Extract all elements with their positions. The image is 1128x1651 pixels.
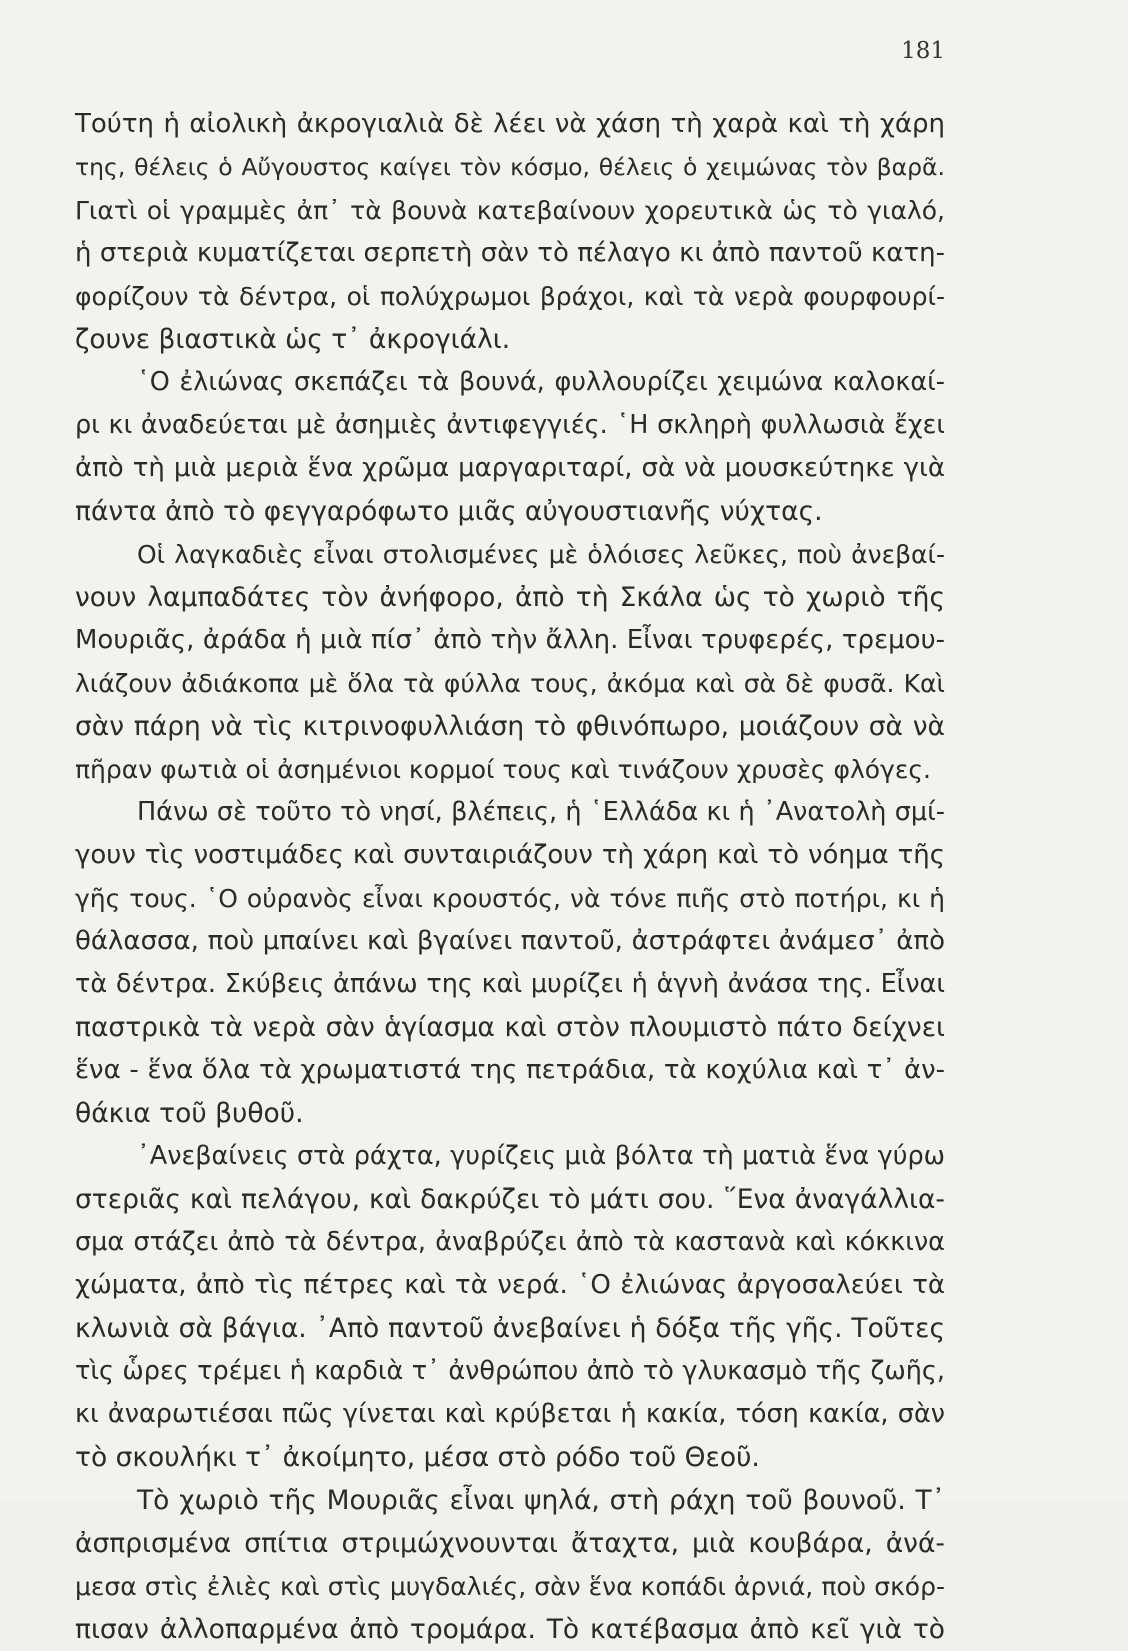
text-line: φορίζουν τὰ δέντρα, οἱ πολύχρωμοι βράχοι, καὶ τὰ νερὰ φουρφουρί-: [75, 282, 945, 311]
text-line: στεριᾶς καὶ πελάγου, καὶ δακρύζει τὸ μάτι σου. ῞Ενα ἀναγάλλια-: [75, 1184, 945, 1215]
text-line: γῆς τους. ῾Ο οὐρανὸς εἶναι κρουστός, νὰ τόνε πιῆς στὸ ποτήρι, κι ἡ: [75, 884, 945, 913]
text-line: Τούτη ἡ αἰολικὴ ἀκρογιαλιὰ δὲ λέει νὰ χάση τὴ χαρὰ καὶ τὴ χάρη: [75, 109, 945, 139]
text-line: ἀπὸ τὴ μιὰ μεριὰ ἕνα χρῶμα μαργαριταρί, σὰ νὰ μουσκεύτηκε γιὰ: [75, 453, 945, 483]
body-text: [75, 103, 945, 1651]
text-line: ῾Ο ἐλιώνας σκεπάζει τὰ βουνά, φυλλουρίζει χειμώνα καλοκαί-: [137, 367, 945, 397]
text-line: Γιατὶ οἱ γραμμὲς ἀπ᾿ τὰ βουνὰ κατεβαίνουν χορευτικὰ ὡς τὸ γιαλό,: [75, 196, 945, 225]
text-line: χώματα, ἀπὸ τὶς πέτρες καὶ τὰ νερά. ῾Ο ἐλιώνας ἀργοσαλεύει τὰ: [75, 1270, 945, 1300]
text-line: ἕνα - ἕνα ὅλα τὰ χρωματιστά της πετράδια, τὰ κοχύλια καὶ τ᾿ ἀν-: [75, 1055, 945, 1085]
text-line: μεσα στὶς ἐλιὲς καὶ στὶς μυγδαλιές, σὰν ἕνα κοπάδι ἀρνιά, ποὺ σκόρ-: [75, 1572, 945, 1601]
text-line: κι ἀναρωτιέσαι πῶς γίνεται καὶ κρύβεται ἡ κακία, τόση κακία, σὰν: [75, 1399, 945, 1429]
text-line: Μουριᾶς, ἀράδα ἡ μιὰ πίσ᾿ ἀπὸ τὴν ἄλλη. Εἶναι τρυφερές, τρεμου-: [75, 625, 945, 655]
text-line: σὰν πάρη νὰ τὶς κιτρινοφυλλιάση τὸ φθινόπωρο, μοιάζουν σὰ νὰ: [75, 711, 945, 742]
text-line: θάλασσα, ποὺ μπαίνει καὶ βγαίνει παντοῦ, ἀστράφτει ἀνάμεσ᾿ ἀπὸ: [75, 926, 945, 956]
text-line: πάντα ἀπὸ τὸ φεγγαρόφωτο μιᾶς αὐγουστιανῆς νύχτας.: [75, 496, 823, 527]
text-line: Οἱ λαγκαδιὲς εἶναι στολισμένες μὲ ὁλόισες λεῦκες, ποὺ ἀνεβαί-: [137, 540, 945, 569]
text-line: θάκια τοῦ βυθοῦ.: [75, 1098, 304, 1129]
text-line: λιάζουν ἀδιάκοπα μὲ ὅλα τὰ φύλλα τους, ἀκόμα καὶ σὰ δὲ φυσᾶ. Καὶ: [75, 669, 945, 698]
text-line: Πάνω σὲ τοῦτο τὸ νησί, βλέπεις, ἡ ῾Ελλάδα κι ἡ ᾿Ανατολὴ σμί-: [137, 797, 945, 827]
text-line: πισαν ἀλλοπαρμένα ἀπὸ τρομάρα. Τὸ κατέβασμα ἀπὸ κεῖ γιὰ τὸ: [75, 1614, 945, 1645]
text-line: τὶς ὧρες τρέμει ἡ καρδιὰ τ᾿ ἀνθρώπου ἀπὸ τὸ γλυκασμὸ τῆς ζωῆς,: [75, 1356, 945, 1386]
text-line: Τὸ χωριὸ τῆς Μουριᾶς εἶναι ψηλά, στὴ ράχη τοῦ βουνοῦ. Τ᾿: [137, 1485, 945, 1516]
text-line: σμα στάζει ἀπὸ τὰ δέντρα, ἀναβρύζει ἀπὸ τὰ καστανὰ καὶ κόκκινα: [75, 1227, 945, 1257]
text-line: γουν τὶς νοστιμάδες καὶ συνταιριάζουν τὴ χάρη καὶ τὸ νόημα τῆς: [75, 840, 945, 870]
text-line: κλωνιὰ σὰ βάγια. ᾿Απὸ παντοῦ ἀνεβαίνει ἡ δόξα τῆς γῆς. Τοῦτες: [75, 1313, 945, 1344]
text-line: ρι κι ἀναδεύεται μὲ ἀσημιὲς ἀντιφεγγιές. ῾Η σκληρὴ φυλλωσιὰ ἔχει: [75, 410, 945, 440]
text-line: πῆραν φωτιὰ οἱ ἀσημένιοι κορμοί τους καὶ τινάζουν χρυσὲς φλόγες.: [75, 755, 931, 784]
text-line: τὰ δέντρα. Σκύβεις ἀπάνω της καὶ μυρίζει ἡ ἁγνὴ ἀνάσα της. Εἶναι: [75, 969, 945, 999]
text-line: ᾿Ανεβαίνεις στὰ ράχτα, γυρίζεις μιὰ βόλτα τὴ ματιὰ ἕνα γύρω: [137, 1141, 945, 1171]
text-line: παστρικὰ τὰ νερὰ σὰν ἁγίασμα καὶ στὸν πλουμιστὸ πάτο δείχνει: [75, 1012, 945, 1043]
page-number: 181: [901, 38, 945, 64]
text-line: της, θέλεις ὁ Αὔγουστος καίγει τὸν κόσμο, θέλεις ὁ χειμώνας τὸν βαρᾶ.: [75, 153, 945, 181]
text-line: νουν λαμπαδάτες τὸν ἀνήφορο, ἀπὸ τὴ Σκάλα ὡς τὸ χωριὸ τῆς: [75, 582, 945, 613]
text-line: ἡ στεριὰ κυματίζεται σερπετὴ σὰν τὸ πέλαγο κι ἀπὸ παντοῦ κατη-: [75, 238, 945, 268]
text-line: τὸ σκουλήκι τ᾿ ἀκοίμητο, μέσα στὸ ρόδο τοῦ Θεοῦ.: [75, 1442, 760, 1473]
text-line: ζουνε βιαστικὰ ὡς τ᾿ ἀκρογιάλι.: [75, 324, 511, 355]
text-line: ἀσπρισμένα σπίτια στριμώχνουνται ἄταχτα, μιὰ κουβάρα, ἀνά-: [75, 1528, 945, 1559]
